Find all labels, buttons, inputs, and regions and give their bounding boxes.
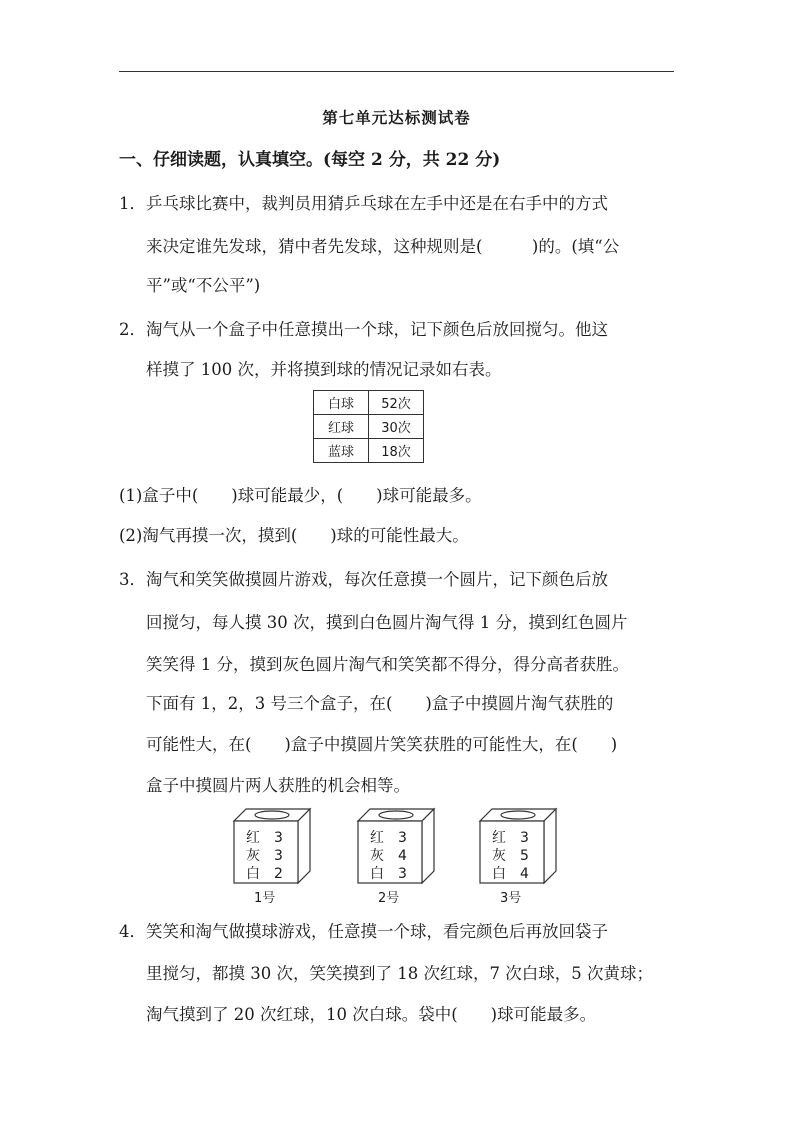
table-cell: 18次 [369,439,424,463]
table-row [314,391,424,415]
q4-line: 笑笑和淘气做摸球游戏，任意摸一个球，看完颜色后再放回袋子 [146,922,608,941]
q1-line: 来决定谁先发球，猜中者先发球，这种规则是( )的。(填“公 [146,237,620,256]
table-cell: 红球 [314,415,369,439]
ball-tally-table [313,390,424,463]
box-count: 红 3 [492,830,529,846]
q2-sub1: (1)盒子中( )球可能最少，( )球可能最多。 [119,486,482,505]
box-1 [232,805,314,905]
box-label: 1号 [254,891,276,906]
table-cell: 白球 [314,391,369,415]
box-2 [356,805,438,905]
header-rule [119,71,674,72]
box-count: 灰 4 [370,848,407,864]
box-count: 红 3 [370,830,407,846]
table-row [314,439,424,463]
q3-line: 可能性大，在( )盒子中摸圆片笑笑获胜的可能性大，在( ) [146,735,618,754]
q4-line: 淘气摸到了 20 次红球，10 次白球。袋中( )球可能最多。 [146,1005,597,1024]
q3-line: 笑笑得 1 分，摸到灰色圆片淘气和笑笑都不得分，得分高者获胜。 [146,655,629,674]
q4-line: 里搅匀，都摸 30 次，笑笑摸到了 18 次红球，7 次白球，5 次黄球； [146,964,653,983]
q4-number: 4． [119,922,146,941]
table-cell: 30次 [369,415,424,439]
box-3 [478,805,560,905]
table-cell: 蓝球 [314,439,369,463]
q1-line: 乒乓球比赛中，裁判员用猜乒乓球在左手中还是在右手中的方式 [146,194,608,213]
q3-number: 3． [119,570,146,589]
box-count: 红 3 [246,830,283,846]
section-heading: 一、仔细读题，认真填空。(每空 2 分，共 22 分) [119,150,501,170]
q1-line: 平”或“不公平”) [146,276,261,295]
box-count: 白 2 [246,866,283,882]
q3-line: 淘气和笑笑做摸圆片游戏，每次任意摸一个圆片，记下颜色后放 [146,570,608,589]
box-label: 2号 [378,891,400,906]
box-count: 白 3 [370,866,407,882]
q3-line: 下面有 1，2，3 号三个盒子，在( )盒子中摸圆片淘气获胜的 [146,694,614,713]
page-title: 第七单元达标测试卷 [322,108,471,127]
q2-line: 淘气从一个盒子中任意摸出一个球，记下颜色后放回搅匀。他这 [146,320,608,339]
q2-sub2: (2)淘气再摸一次，摸到( )球的可能性最大。 [119,526,469,545]
box-label: 3号 [500,891,522,906]
box-count: 灰 3 [246,848,283,864]
q1-number: 1． [119,194,146,213]
q3-line: 回搅匀，每人摸 30 次，摸到白色圆片淘气得 1 分，摸到红色圆片 [146,613,628,632]
table-cell: 52次 [369,391,424,415]
q3-line: 盒子中摸圆片两人获胜的机会相等。 [146,776,410,795]
q2-number: 2． [119,320,146,339]
box-count: 白 4 [492,866,529,882]
q2-line: 样摸了 100 次，并将摸到球的情况记录如右表。 [146,360,502,379]
box-count: 灰 5 [492,848,529,864]
table-row [314,415,424,439]
